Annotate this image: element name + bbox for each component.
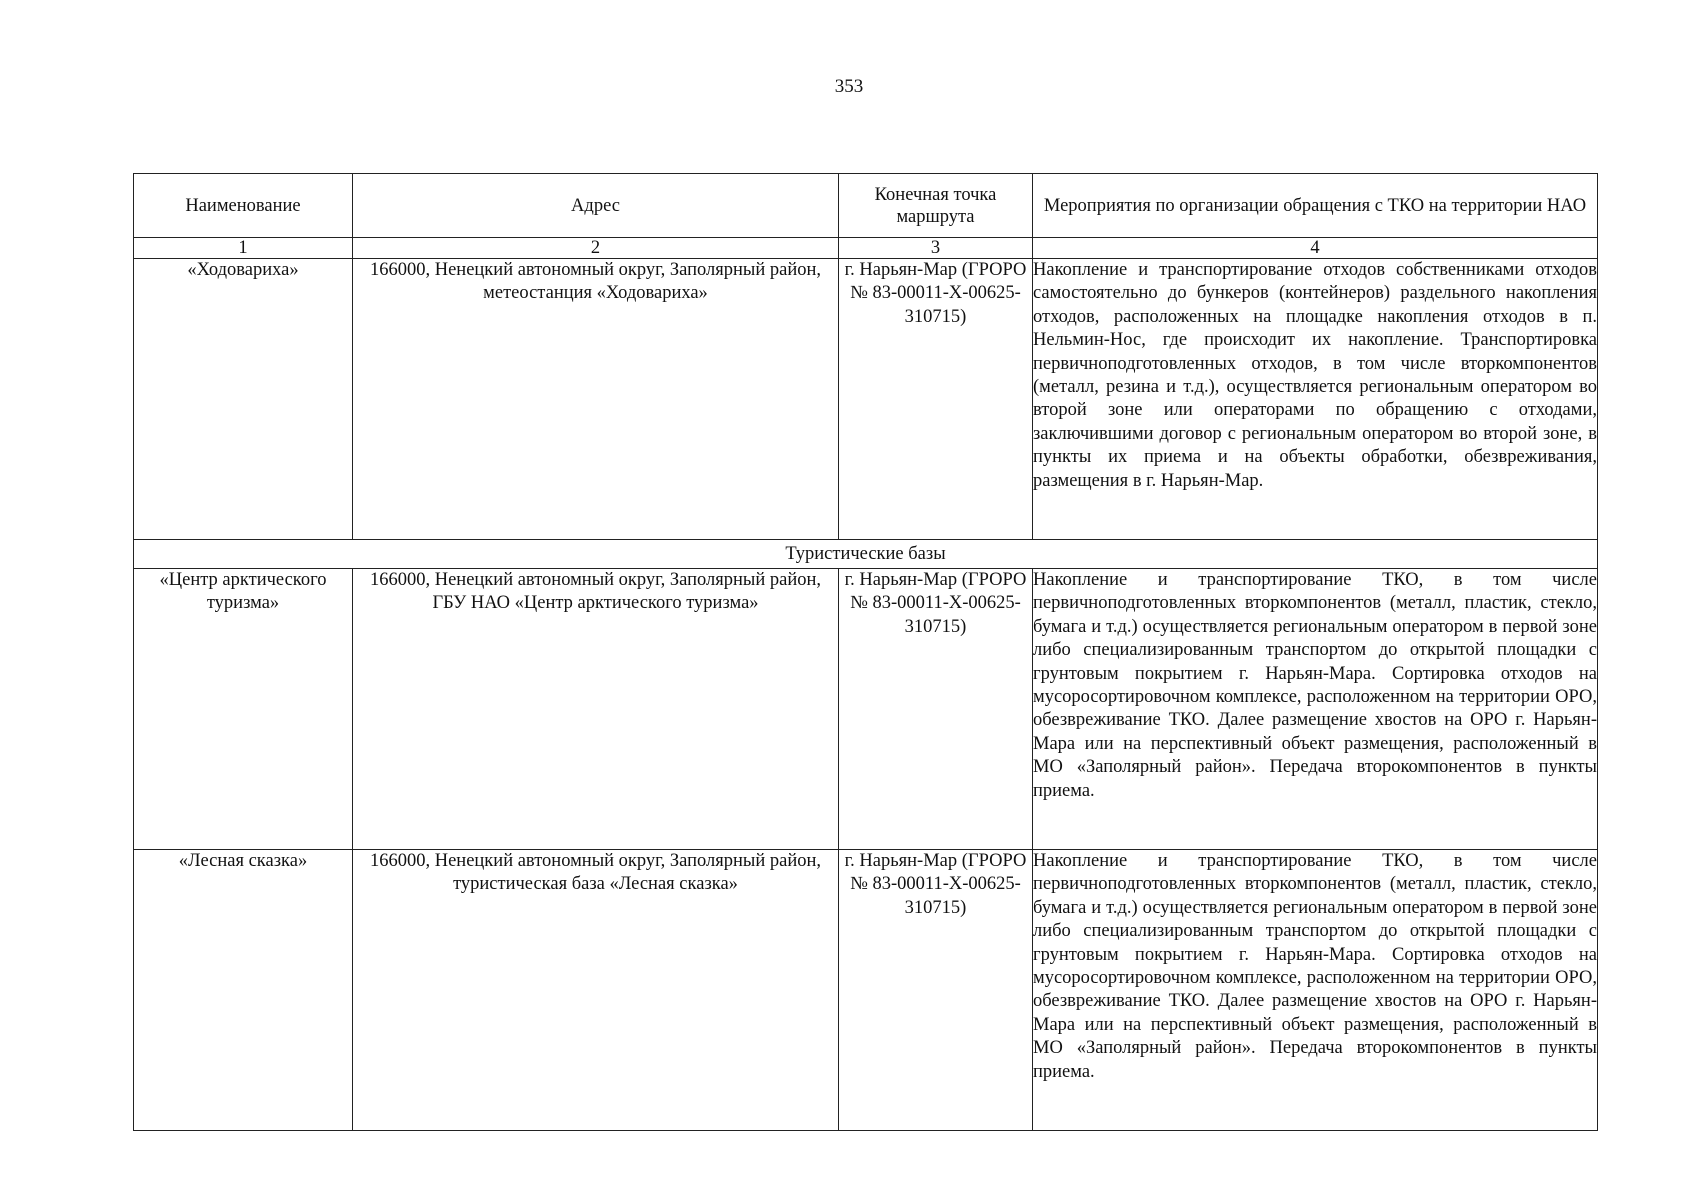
header-endpoint: Конечная точка маршрута [839, 174, 1033, 238]
section-title: Туристические базы [134, 540, 1598, 569]
header-address: Адрес [353, 174, 839, 238]
row-address: 166000, Ненецкий автономный округ, Заполярный район, метеостанция «Ходовариха» [353, 259, 839, 540]
row-endpoint: г. Нарьян-Мар (ГРОРО № 83-00011-Х-00625-310715) [839, 259, 1033, 540]
row-endpoint: г. Нарьян-Мар (ГРОРО № 83-00011-Х-00625-310715) [839, 850, 1033, 1131]
page-number: 353 [834, 76, 864, 97]
column-number: 2 [353, 238, 839, 259]
header-measures: Мероприятия по организации обращения с ТКО на территории НАО [1033, 174, 1598, 238]
section-header-row [134, 540, 1598, 569]
row-measures: Накопление и транспортирование отходов собственниками отходов самостоятельно до бункеров (контейнеров) раздельного накопления отходов, расположенных на площадке накопления отходов в п. Нельмин-Нос, где происходит их накопление. Транспортировка первичноподготовленных отходов, в том числе вторкомпонентов (металл, резина и т.д.), осуществляется региональным оператором во второй зоне или операторами по обращению с отходами, заключившими договор с региональным оператором во второй зоне, в пункты их приема и на объекты обработки, обезвреживания, размещения в г. Нарьян-Мар. [1033, 259, 1598, 540]
column-number: 1 [134, 238, 353, 259]
table-row [134, 569, 1598, 850]
row-endpoint: г. Нарьян-Мар (ГРОРО № 83-00011-Х-00625-310715) [839, 569, 1033, 850]
row-name: «Центр арктического туризма» [134, 569, 353, 850]
waste-management-table [133, 173, 1598, 1131]
column-number: 3 [839, 238, 1033, 259]
column-number: 4 [1033, 238, 1598, 259]
header-row [134, 174, 1598, 238]
table-row [134, 850, 1598, 1131]
header-name: Наименование [134, 174, 353, 238]
row-name: «Лесная сказка» [134, 850, 353, 1131]
row-name: «Ходовариха» [134, 259, 353, 540]
row-measures: Накопление и транспортирование ТКО, в том числе первичноподготовленных вторкомпонентов (металл, пластик, стекло, бумага и т.д.) осуществляется региональным оператором в первой зоне либо специализированным транспортом до открытой площадки с грунтовым покрытием г. Нарьян-Мара. Сортировка отходов на мусоросортировочном комплексе, расположенном на территории ОРО, обезвреживание ТКО. Далее размещение хвостов на ОРО г. Нарьян-Мара или на перспективный объект размещения, расположенный в МО «Заполярный район». Передача второкомпонентов в пункты приема. [1033, 569, 1598, 850]
row-measures: Накопление и транспортирование ТКО, в том числе первичноподготовленных вторкомпонентов (металл, пластик, стекло, бумага и т.д.) осуществляется региональным оператором в первой зоне либо специализированным транспортом до открытой площадки с грунтовым покрытием г. Нарьян-Мара. Сортировка отходов на мусоросортировочном комплексе, расположенном на территории ОРО, обезвреживание ТКО. Далее размещение хвостов на ОРО г. Нарьян-Мара или на перспективный объект размещения, расположенный в МО «Заполярный район». Передача второкомпонентов в пункты приема. [1033, 850, 1598, 1131]
row-address: 166000, Ненецкий автономный округ, Заполярный район, туристическая база «Лесная сказка» [353, 850, 839, 1131]
column-number-row [134, 238, 1598, 259]
row-address: 166000, Ненецкий автономный округ, Заполярный район, ГБУ НАО «Центр арктического туризма» [353, 569, 839, 850]
table-row [134, 259, 1598, 540]
